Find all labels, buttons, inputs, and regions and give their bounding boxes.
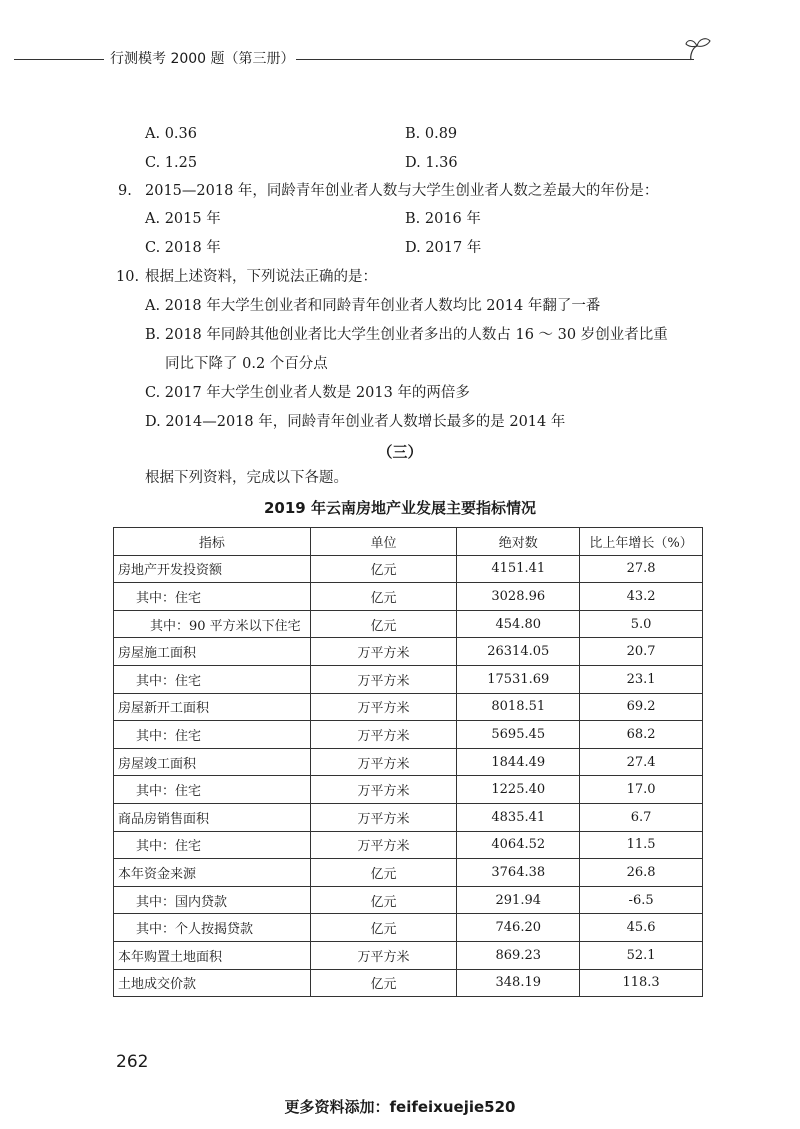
cell-unit: 亿元 [310,610,457,638]
cell-unit: 万平方米 [310,776,457,804]
cell-absolute: 17531.69 [457,665,580,693]
cell-growth: 43.2 [580,583,703,611]
cell-growth: 17.0 [580,776,703,804]
cell-absolute: 1844.49 [457,748,580,776]
cell-growth: 5.0 [580,610,703,638]
cell-absolute: 26314.05 [457,638,580,666]
cell-indicator: 土地成交价款 [114,969,311,997]
q10-option-b-line1: B. 2018 年同龄其他创业者比大学生创业者多出的人数占 16 ～ 30 岁创业者比重 [145,327,668,343]
q9-option-c: C. 2018 年 [145,240,221,256]
cell-absolute: 5695.45 [457,721,580,749]
table-row [114,748,703,776]
cell-growth: 118.3 [580,969,703,997]
q8-option-b: B. 0.89 [405,126,458,142]
cell-growth: 11.5 [580,831,703,859]
cell-unit: 亿元 [310,555,457,583]
page-number: 262 [116,1052,149,1072]
cell-absolute: 869.23 [457,941,580,969]
header-rule-left [14,59,104,60]
cell-absolute: 746.20 [457,914,580,942]
cell-indicator: 其中：住宅 [114,776,311,804]
cell-unit: 万平方米 [310,693,457,721]
table-row [114,555,703,583]
cell-growth: 69.2 [580,693,703,721]
header-indicator: 指标 [114,528,311,556]
table-row [114,638,703,666]
table-row [114,859,703,887]
cell-indicator: 房屋新开工面积 [114,693,311,721]
table-row [114,693,703,721]
table-row [114,583,703,611]
cell-indicator: 本年资金来源 [114,859,311,887]
cell-growth: 27.8 [580,555,703,583]
q9-option-b: B. 2016 年 [405,211,481,227]
cell-growth: 52.1 [580,941,703,969]
q9-option-d: D. 2017 年 [405,240,482,256]
cell-absolute: 8018.51 [457,693,580,721]
cell-indicator: 房地产开发投资额 [114,555,311,583]
indicator-table [113,527,703,997]
cell-absolute: 3028.96 [457,583,580,611]
table-header-row [114,528,703,556]
q8-option-c: C. 1.25 [145,155,198,171]
cell-absolute: 4064.52 [457,831,580,859]
cell-unit: 亿元 [310,859,457,887]
q10-option-b-line2: 同比下降了 0.2 个百分点 [165,356,328,372]
table-row [114,803,703,831]
cell-absolute: 291.94 [457,886,580,914]
table-row [114,665,703,693]
cell-growth: 23.1 [580,665,703,693]
q9-stem: 2015—2018 年，同龄青年创业者人数与大学生创业者人数之差最大的年份是： [145,183,659,199]
footer-note: 更多资料添加：feifeixuejie520 [284,1098,516,1116]
cell-absolute: 1225.40 [457,776,580,804]
cell-absolute: 348.19 [457,969,580,997]
cell-unit: 万平方米 [310,638,457,666]
running-header-title: 行测模考 2000 题（第三册） [110,51,295,67]
cell-indicator: 房屋竣工面积 [114,748,311,776]
table-title: 2019 年云南房地产业发展主要指标情况 [264,499,536,517]
cell-absolute: 454.80 [457,610,580,638]
table-row [114,941,703,969]
sprout-icon [683,34,713,64]
q9-option-a: A. 2015 年 [145,211,221,227]
cell-indicator: 其中：住宅 [114,583,311,611]
cell-indicator: 商品房销售面积 [114,803,311,831]
q9-number: 9. [118,183,132,199]
table-row [114,610,703,638]
q10-option-c: C. 2017 年大学生创业者人数是 2013 年的两倍多 [145,385,470,401]
cell-growth: 45.6 [580,914,703,942]
cell-growth: 68.2 [580,721,703,749]
cell-unit: 亿元 [310,969,457,997]
q10-option-a: A. 2018 年大学生创业者和同龄青年创业者人数均比 2014 年翻了一番 [145,298,601,314]
cell-growth: 6.7 [580,803,703,831]
cell-indicator: 其中：90 平方米以下住宅 [114,610,311,638]
section-heading: （三） [377,443,423,461]
table-row [114,914,703,942]
cell-unit: 亿元 [310,914,457,942]
q10-option-d: D. 2014—2018 年，同龄青年创业者人数增长最多的是 2014 年 [145,414,566,430]
table-row [114,721,703,749]
cell-unit: 亿元 [310,583,457,611]
cell-unit: 万平方米 [310,803,457,831]
cell-absolute: 4835.41 [457,803,580,831]
cell-indicator: 其中：国内贷款 [114,886,311,914]
section-intro: 根据下列资料，完成以下各题。 [145,470,348,486]
cell-absolute: 3764.38 [457,859,580,887]
cell-unit: 万平方米 [310,831,457,859]
cell-unit: 万平方米 [310,941,457,969]
table-row [114,969,703,997]
q8-option-a: A. 0.36 [145,126,197,142]
header-growth: 比上年增长（%） [580,528,703,556]
table-row [114,831,703,859]
cell-absolute: 4151.41 [457,555,580,583]
table-row [114,886,703,914]
cell-indicator: 本年购置土地面积 [114,941,311,969]
header-unit: 单位 [310,528,457,556]
header-absolute: 绝对数 [457,528,580,556]
cell-unit: 万平方米 [310,748,457,776]
cell-growth: 20.7 [580,638,703,666]
cell-growth: -6.5 [580,886,703,914]
cell-indicator: 其中：住宅 [114,665,311,693]
cell-growth: 26.8 [580,859,703,887]
cell-unit: 亿元 [310,886,457,914]
q10-number: 10. [116,269,140,285]
cell-unit: 万平方米 [310,665,457,693]
cell-unit: 万平方米 [310,721,457,749]
cell-indicator: 其中：住宅 [114,831,311,859]
table-row [114,776,703,804]
cell-growth: 27.4 [580,748,703,776]
cell-indicator: 房屋施工面积 [114,638,311,666]
q8-option-d: D. 1.36 [405,155,458,171]
cell-indicator: 其中：住宅 [114,721,311,749]
cell-indicator: 其中：个人按揭贷款 [114,914,311,942]
q10-stem: 根据上述资料，下列说法正确的是： [145,269,377,285]
header-rule-right [296,59,694,60]
